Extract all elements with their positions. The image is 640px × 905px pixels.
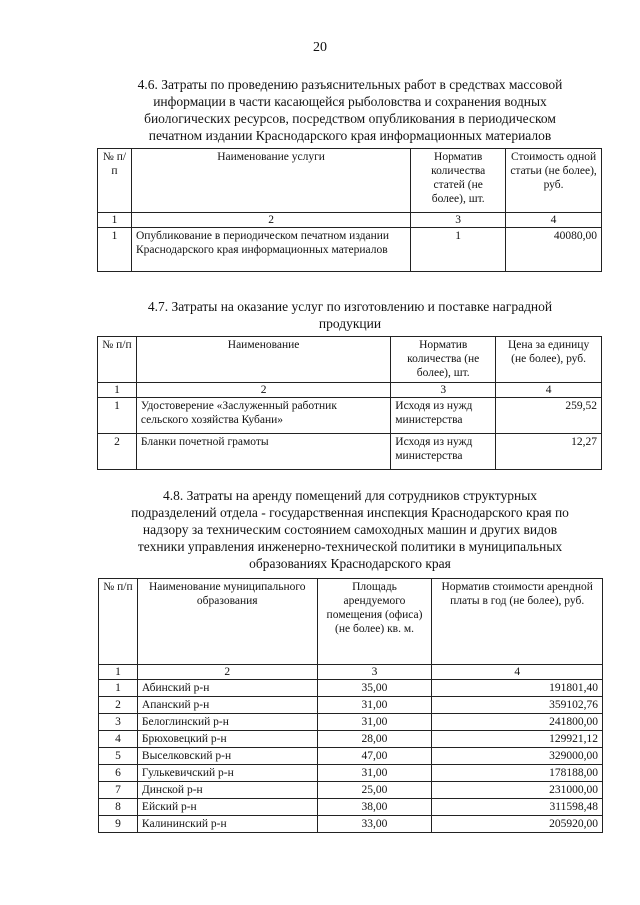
cell-area: 47,00 bbox=[317, 748, 432, 765]
title-line: информации в части касающейся рыболовства и сохранения водных bbox=[153, 94, 547, 109]
header-cell: Норматив стоимости арендной платы в год (не более), руб. bbox=[432, 579, 603, 665]
title-line: печатном издании Краснодарского края информационных материалов bbox=[148, 128, 552, 143]
table-row bbox=[99, 748, 603, 765]
column-number: 2 bbox=[136, 383, 390, 398]
cell-quantity: Исходя из нужд министерства bbox=[391, 434, 496, 470]
cell-rent: 129921,12 bbox=[432, 731, 603, 748]
table-header-row bbox=[98, 337, 602, 383]
cell-index: 1 bbox=[98, 228, 132, 272]
table-row bbox=[99, 731, 603, 748]
cell-index: 1 bbox=[98, 398, 137, 434]
header-cell: Наименование муниципального образования bbox=[137, 579, 317, 665]
cell-rent: 191801,40 bbox=[432, 680, 603, 697]
table-4-8-body bbox=[99, 680, 603, 833]
cell-municipality: Гулькевичский р-н bbox=[137, 765, 317, 782]
header-cell: № п/п bbox=[98, 337, 137, 383]
table-row bbox=[99, 714, 603, 731]
table-row bbox=[99, 782, 603, 799]
cell-area: 31,00 bbox=[317, 714, 432, 731]
column-number: 2 bbox=[131, 213, 410, 228]
cell-quantity: 1 bbox=[411, 228, 506, 272]
header-cell: № п/п bbox=[99, 579, 138, 665]
column-number: 4 bbox=[496, 383, 602, 398]
title-line: продукции bbox=[318, 316, 382, 331]
cell-municipality: Абинский р-н bbox=[137, 680, 317, 697]
column-number: 3 bbox=[411, 213, 506, 228]
header-cell: Норматив количества (не более), шт. bbox=[391, 337, 496, 383]
cell-price: 259,52 bbox=[496, 398, 602, 434]
cell-rent: 231000,00 bbox=[432, 782, 603, 799]
title-line: надзору за техническим состоянием самоходных машин и других видов bbox=[142, 522, 558, 537]
cell-area: 31,00 bbox=[317, 765, 432, 782]
table-4-7 bbox=[97, 336, 602, 470]
table-row bbox=[98, 398, 602, 434]
table-row bbox=[98, 228, 602, 272]
title-line: 4.6. Затраты по проведению разъяснительных работ в средствах массовой bbox=[137, 77, 563, 92]
table-row bbox=[99, 680, 603, 697]
table-4-6 bbox=[97, 148, 602, 272]
header-cell: Стоимость одной статьи (не более), руб. bbox=[506, 149, 602, 213]
cell-price: 12,27 bbox=[496, 434, 602, 470]
column-number: 3 bbox=[391, 383, 496, 398]
cell-rent: 205920,00 bbox=[432, 816, 603, 833]
cell-rent: 178188,00 bbox=[432, 765, 603, 782]
cell-index: 6 bbox=[99, 765, 138, 782]
cell-rent: 359102,76 bbox=[432, 697, 603, 714]
table-header-row bbox=[98, 149, 602, 213]
title-line: техники управления инженерно-технической политики в муниципальных bbox=[137, 539, 563, 554]
cell-municipality: Апанский р-н bbox=[137, 697, 317, 714]
column-number: 1 bbox=[98, 383, 137, 398]
cell-area: 38,00 bbox=[317, 799, 432, 816]
column-number: 1 bbox=[98, 213, 132, 228]
title-line: 4.8. Затраты на аренду помещений для сотрудников структурных bbox=[162, 488, 538, 503]
cell-index: 3 bbox=[99, 714, 138, 731]
cell-quantity: Исходя из нужд министерства bbox=[391, 398, 496, 434]
cell-cost: 40080,00 bbox=[506, 228, 602, 272]
cell-municipality: Динской р-н bbox=[137, 782, 317, 799]
column-number: 4 bbox=[506, 213, 602, 228]
cell-area: 28,00 bbox=[317, 731, 432, 748]
cell-index: 9 bbox=[99, 816, 138, 833]
table-row bbox=[99, 765, 603, 782]
cell-area: 35,00 bbox=[317, 680, 432, 697]
table-row bbox=[99, 816, 603, 833]
column-number-row bbox=[98, 213, 602, 228]
cell-area: 33,00 bbox=[317, 816, 432, 833]
page-number: 20 bbox=[313, 40, 327, 55]
table-4-8 bbox=[98, 578, 603, 833]
header-cell: Площадь арендуемого помещения (офиса) (не более) кв. м. bbox=[317, 579, 432, 665]
header-cell: Наименование услуги bbox=[131, 149, 410, 213]
title-line: 4.7. Затраты на оказание услуг по изготовлению и поставке наградной bbox=[147, 299, 553, 314]
cell-municipality: Ейский р-н bbox=[137, 799, 317, 816]
section-4-8-title bbox=[95, 487, 605, 572]
header-cell: Цена за единицу (не более), руб. bbox=[496, 337, 602, 383]
table-row bbox=[99, 799, 603, 816]
cell-area: 31,00 bbox=[317, 697, 432, 714]
cell-index: 8 bbox=[99, 799, 138, 816]
cell-rent: 311598,48 bbox=[432, 799, 603, 816]
cell-name: Удостоверение «Заслуженный работник сельского хозяйства Кубани» bbox=[136, 398, 390, 434]
cell-municipality: Брюховецкий р-н bbox=[137, 731, 317, 748]
cell-index: 2 bbox=[99, 697, 138, 714]
cell-index: 1 bbox=[99, 680, 138, 697]
cell-index: 2 bbox=[98, 434, 137, 470]
title-line: подразделений отдела - государственная инспекция Краснодарского края по bbox=[131, 505, 569, 520]
section-4-6-title bbox=[95, 76, 605, 144]
cell-index: 7 bbox=[99, 782, 138, 799]
column-number: 4 bbox=[432, 665, 603, 680]
cell-index: 4 bbox=[99, 731, 138, 748]
cell-index: 5 bbox=[99, 748, 138, 765]
cell-municipality: Выселковский р-н bbox=[137, 748, 317, 765]
column-number-row bbox=[99, 665, 603, 680]
table-header-row bbox=[99, 579, 603, 665]
column-number: 2 bbox=[137, 665, 317, 680]
cell-rent: 329000,00 bbox=[432, 748, 603, 765]
cell-rent: 241800,00 bbox=[432, 714, 603, 731]
header-cell: № п/п bbox=[98, 149, 132, 213]
table-row bbox=[98, 434, 602, 470]
header-cell: Наименование bbox=[136, 337, 390, 383]
table-row bbox=[99, 697, 603, 714]
cell-area: 25,00 bbox=[317, 782, 432, 799]
title-line: биологических ресурсов, посредством опубликования в периодическом bbox=[144, 111, 556, 126]
cell-municipality: Калининский р-н bbox=[137, 816, 317, 833]
cell-name: Бланки почетной грамоты bbox=[136, 434, 390, 470]
title-line: образованиях Краснодарского края bbox=[249, 556, 451, 571]
column-number-row bbox=[98, 383, 602, 398]
cell-service: Опубликование в периодическом печатном издании Краснодарского края информационных материалов bbox=[131, 228, 410, 272]
header-cell: Норматив количества статей (не более), шт. bbox=[411, 149, 506, 213]
section-4-7-title bbox=[95, 298, 605, 332]
cell-municipality: Белоглинский р-н bbox=[137, 714, 317, 731]
column-number: 3 bbox=[317, 665, 432, 680]
column-number: 1 bbox=[99, 665, 138, 680]
